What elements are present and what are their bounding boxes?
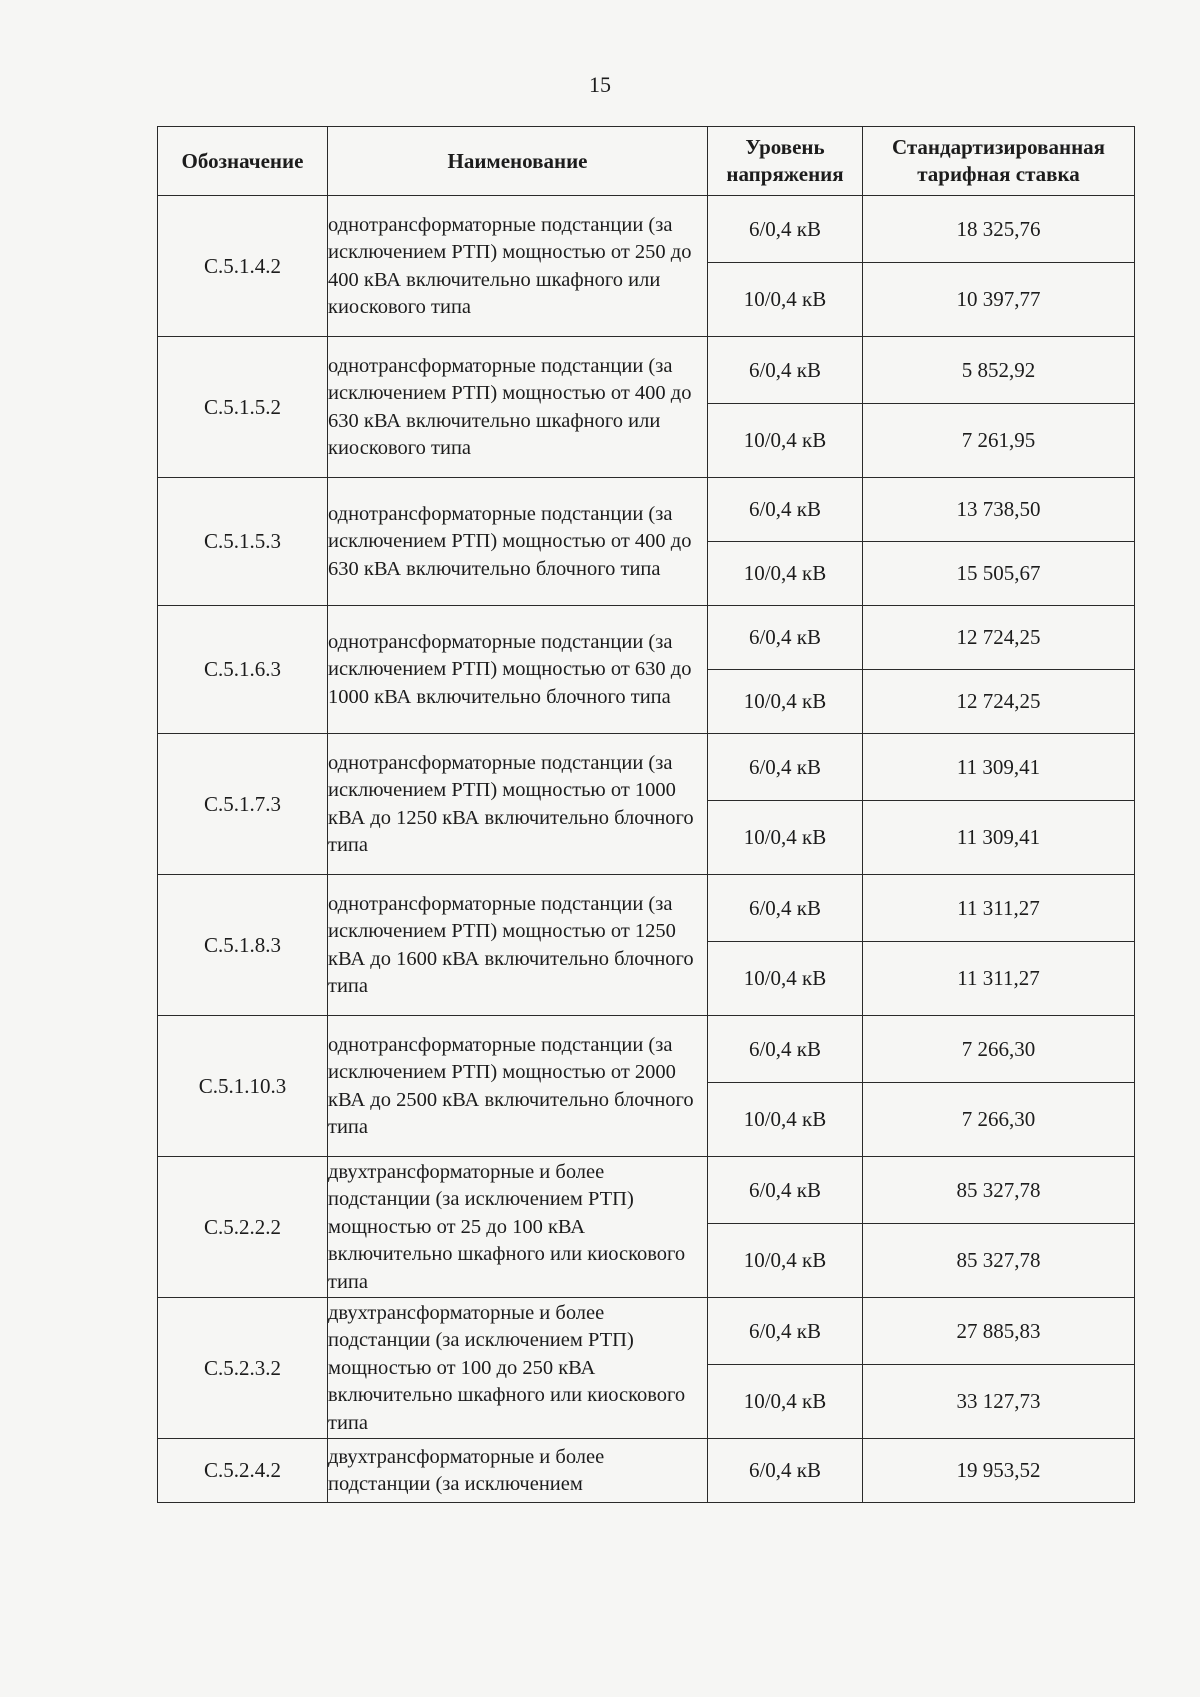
voltage-cell: 10/0,4 кВ (708, 542, 863, 606)
voltage-cell: 6/0,4 кВ (708, 875, 863, 942)
name-text: однотрансформаторные подстанции (за исключением РТП) мощностью от 400 до 630 кВА включительно блочного типа (328, 502, 692, 580)
page-number: 15 (589, 72, 611, 97)
voltage-cell: 10/0,4 кВ (708, 1224, 863, 1298)
voltage-cell: 10/0,4 кВ (708, 1083, 863, 1157)
voltage-cell: 6/0,4 кВ (708, 1439, 863, 1503)
code-cell: С.5.1.8.3 (158, 875, 328, 1016)
rate-cell: 18 325,76 (863, 196, 1135, 263)
table-row (158, 1157, 1135, 1224)
table-row (158, 337, 1135, 404)
rate-cell: 7 266,30 (863, 1083, 1135, 1157)
voltage-cell: 10/0,4 кВ (708, 404, 863, 478)
code-cell: С.5.1.5.2 (158, 337, 328, 478)
rate-cell: 11 311,27 (863, 875, 1135, 942)
table-row (158, 734, 1135, 801)
code-cell: С.5.2.3.2 (158, 1298, 328, 1439)
table-row (158, 875, 1135, 942)
voltage-cell: 6/0,4 кВ (708, 1016, 863, 1083)
code-cell: С.5.2.2.2 (158, 1157, 328, 1298)
rate-cell: 85 327,78 (863, 1224, 1135, 1298)
rate-cell: 11 309,41 (863, 801, 1135, 875)
voltage-cell: 6/0,4 кВ (708, 478, 863, 542)
table-row (158, 1298, 1135, 1365)
code-cell: С.5.1.7.3 (158, 734, 328, 875)
voltage-cell: 6/0,4 кВ (708, 1298, 863, 1365)
column-header-name: Наименование (328, 127, 708, 196)
name-cell (328, 1157, 708, 1298)
name-cell (328, 875, 708, 1016)
rate-cell: 5 852,92 (863, 337, 1135, 404)
rate-cell: 11 311,27 (863, 942, 1135, 1016)
voltage-cell: 6/0,4 кВ (708, 196, 863, 263)
rate-cell: 19 953,52 (863, 1439, 1135, 1503)
rate-cell: 7 266,30 (863, 1016, 1135, 1083)
name-text: двухтрансформаторные и более подстанции (за исключением РТП) мощностью от 100 до 250 кВА включительно шкафного или киоскового типа (328, 1301, 686, 1434)
rate-cell: 33 127,73 (863, 1365, 1135, 1439)
rate-cell: 13 738,50 (863, 478, 1135, 542)
name-cell (328, 337, 708, 478)
voltage-cell: 10/0,4 кВ (708, 263, 863, 337)
column-header-rate: Стандартизированная тарифная ставка (863, 127, 1135, 196)
rate-cell: 12 724,25 (863, 670, 1135, 734)
name-text: однотрансформаторные подстанции (за исключением РТП) мощностью от 630 до 1000 кВА включительно блочного типа (328, 630, 692, 708)
rate-cell: 12 724,25 (863, 606, 1135, 670)
name-text: однотрансформаторные подстанции (за исключением РТП) мощностью от 1000 кВА до 1250 кВА включительно блочного типа (328, 751, 694, 856)
name-cell (328, 1298, 708, 1439)
name-text: однотрансформаторные подстанции (за исключением РТП) мощностью от 2000 кВА до 2500 кВА включительно блочного типа (328, 1033, 694, 1138)
name-text: однотрансформаторные подстанции (за исключением РТП) мощностью от 1250 кВА до 1600 кВА включительно блочного типа (328, 892, 694, 997)
table-row (158, 1016, 1135, 1083)
rate-cell: 11 309,41 (863, 734, 1135, 801)
table-row (158, 478, 1135, 542)
voltage-cell: 6/0,4 кВ (708, 734, 863, 801)
code-cell: С.5.2.4.2 (158, 1439, 328, 1503)
voltage-cell: 6/0,4 кВ (708, 606, 863, 670)
rate-cell: 7 261,95 (863, 404, 1135, 478)
voltage-cell: 10/0,4 кВ (708, 801, 863, 875)
code-cell: С.5.1.4.2 (158, 196, 328, 337)
table-row (158, 1439, 1135, 1503)
voltage-cell: 6/0,4 кВ (708, 337, 863, 404)
code-cell: С.5.1.10.3 (158, 1016, 328, 1157)
name-cell (328, 606, 708, 734)
name-text: двухтрансформаторные и более подстанции (за исключением (328, 1445, 605, 1495)
voltage-cell: 10/0,4 кВ (708, 942, 863, 1016)
name-cell (328, 734, 708, 875)
rate-cell: 85 327,78 (863, 1157, 1135, 1224)
column-header-voltage: Уровень напряжения (708, 127, 863, 196)
rate-cell: 10 397,77 (863, 263, 1135, 337)
name-text: однотрансформаторные подстанции (за исключением РТП) мощностью от 400 до 630 кВА включительно шкафного или киоскового типа (328, 354, 692, 459)
name-cell (328, 478, 708, 606)
name-cell (328, 196, 708, 337)
table-header-row (158, 127, 1135, 196)
rate-cell: 27 885,83 (863, 1298, 1135, 1365)
voltage-cell: 6/0,4 кВ (708, 1157, 863, 1224)
name-cell (328, 1439, 708, 1503)
voltage-cell: 10/0,4 кВ (708, 1365, 863, 1439)
name-text: двухтрансформаторные и более подстанции (за исключением РТП) мощностью от 25 до 100 кВА включительно шкафного или киоскового типа (328, 1160, 686, 1293)
code-cell: С.5.1.6.3 (158, 606, 328, 734)
voltage-cell: 10/0,4 кВ (708, 670, 863, 734)
name-cell (328, 1016, 708, 1157)
column-header-code: Обозначение (158, 127, 328, 196)
rate-cell: 15 505,67 (863, 542, 1135, 606)
code-cell: С.5.1.5.3 (158, 478, 328, 606)
table-row (158, 606, 1135, 670)
tariff-table (157, 126, 1135, 1503)
name-text: однотрансформаторные подстанции (за исключением РТП) мощностью от 250 до 400 кВА включительно шкафного или киоскового типа (328, 213, 692, 318)
table-row (158, 196, 1135, 263)
